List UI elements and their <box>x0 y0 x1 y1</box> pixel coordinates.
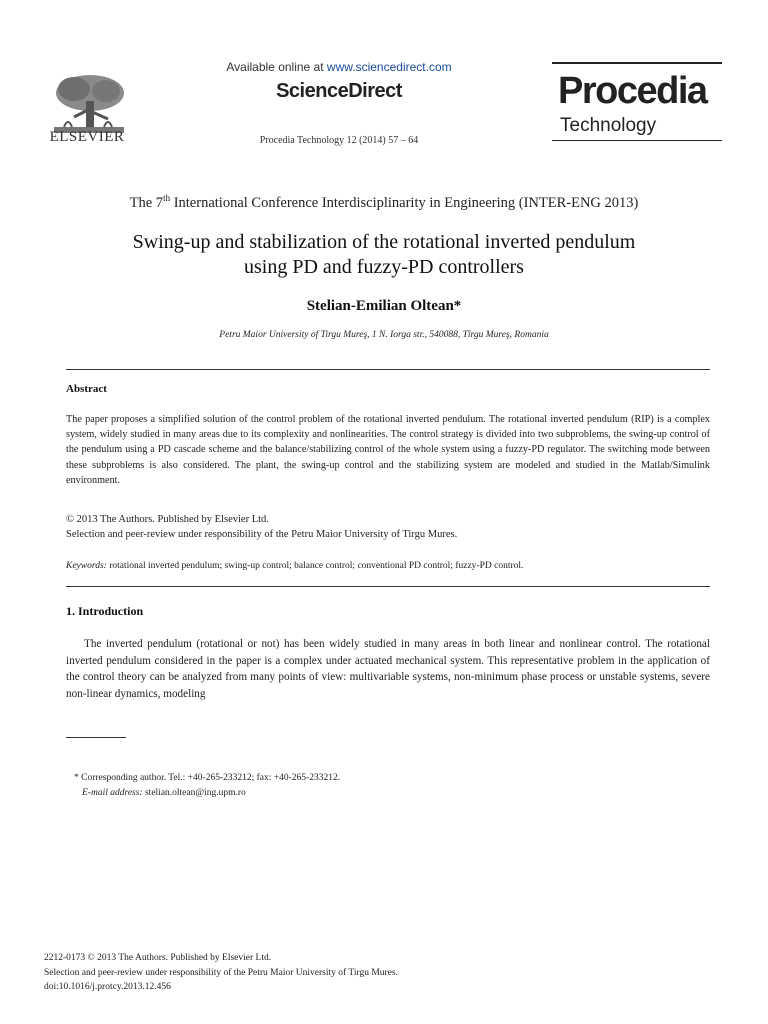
footnote-email-line <box>74 786 340 801</box>
copyright-notice <box>66 512 710 542</box>
publication-info <box>44 951 398 995</box>
conference-ordinal: th <box>163 193 171 203</box>
keywords-label: Keywords: <box>66 561 107 571</box>
paper-title <box>40 230 728 280</box>
footnote-rule <box>66 737 126 738</box>
title-line-2: using PD and fuzzy-PD controllers <box>244 256 524 278</box>
abstract-text: The paper proposes a simplified solution of the control problem of the rotational inverted pendulum. The rotational inverted pendulum (RIP) is a complex system, widely studied in many areas due to its complexity and nonlinearities. The control strategy is divided into two subproblems, the swing-up control of the pendulum using a PD cascade scheme and the balance/stabilizing control of the whole system using a fuzzy-PD regulator. The switching mode between these subproblems is also considered. The plant, the swing-up control and the stabilizing system are modeled and studied in the Matlab/Simulink environment. <box>66 414 710 486</box>
conference-prefix: The 7 <box>129 194 164 211</box>
abstract-top-rule <box>66 369 710 370</box>
copyright-line-2: Selection and peer-review under responsibility of the Petru Maior University of Tirgu Mures. <box>66 529 458 540</box>
procedia-bottom-rule <box>552 140 722 141</box>
introduction-heading: 1. Introduction <box>66 604 144 618</box>
author-affiliation: Petru Maior University of Tirgu Mureş, 1 N. Iorga str., 540088, Tîrgu Mureş, Romania <box>219 330 549 340</box>
email-label: E-mail address: <box>82 788 143 798</box>
sciencedirect-link[interactable]: www.sciencedirect.com <box>326 60 452 74</box>
procedia-name: Procedia <box>558 70 707 112</box>
footnote-contact: * Corresponding author. Tel.: +40-265-233212; fax: +40-265-233212. <box>74 773 341 783</box>
publisher-wordmark: ELSEVIER <box>49 129 125 145</box>
conference-line <box>40 193 728 212</box>
procedia-logo <box>552 62 722 142</box>
procedia-subtitle: Technology <box>560 115 657 136</box>
copyright-line-1: © 2013 The Authors. Published by Elsevier Ltd. <box>66 514 269 525</box>
abstract-heading: Abstract <box>66 383 107 395</box>
doi-line[interactable]: doi:10.1016/j.protcy.2013.12.456 <box>44 982 171 992</box>
email-address[interactable]: stelian.oltean@ing.upm.ro <box>142 788 246 798</box>
keywords-line <box>66 561 710 571</box>
sciencedirect-logo: ScienceDirect <box>276 80 402 102</box>
journal-reference: Procedia Technology 12 (2014) 57 – 64 <box>259 135 419 146</box>
procedia-top-rule <box>552 62 722 64</box>
available-prefix: Available online at <box>226 60 327 74</box>
introduction-paragraph: The inverted pendulum (rotational or not) has been widely studied in many areas in both linear and nonlinear control. The rotational inverted pendulum considered in the paper is a complex under actuated mechanical system. This representative problem in the application of the control theory can be analyzed from many points of view: multivariable systems, non-minimum phase process or unstable systems, severe non-linear dynamics, modeling <box>66 638 710 700</box>
peer-review-line: Selection and peer-review under responsibility of the Petru Maior University of Tirgu Mures. <box>44 967 398 978</box>
author-name: Stelian-Emilian Oltean* <box>306 298 462 314</box>
abstract-bottom-rule <box>66 586 710 587</box>
issn-line: 2212-0173 © 2013 The Authors. Published by Elsevier Ltd. <box>44 953 272 963</box>
title-line-1: Swing-up and stabilization of the rotational inverted pendulum <box>132 231 636 253</box>
availability-line <box>200 60 478 74</box>
introduction-text <box>66 636 710 702</box>
keywords-list: rotational inverted pendulum; swing-up control; balance control; conventional PD control; fuzzy-PD control. <box>106 561 524 571</box>
conference-name: International Conference Interdisciplinarity in Engineering (INTER-ENG 2013) <box>170 194 639 211</box>
corresponding-author-footnote <box>74 771 340 801</box>
